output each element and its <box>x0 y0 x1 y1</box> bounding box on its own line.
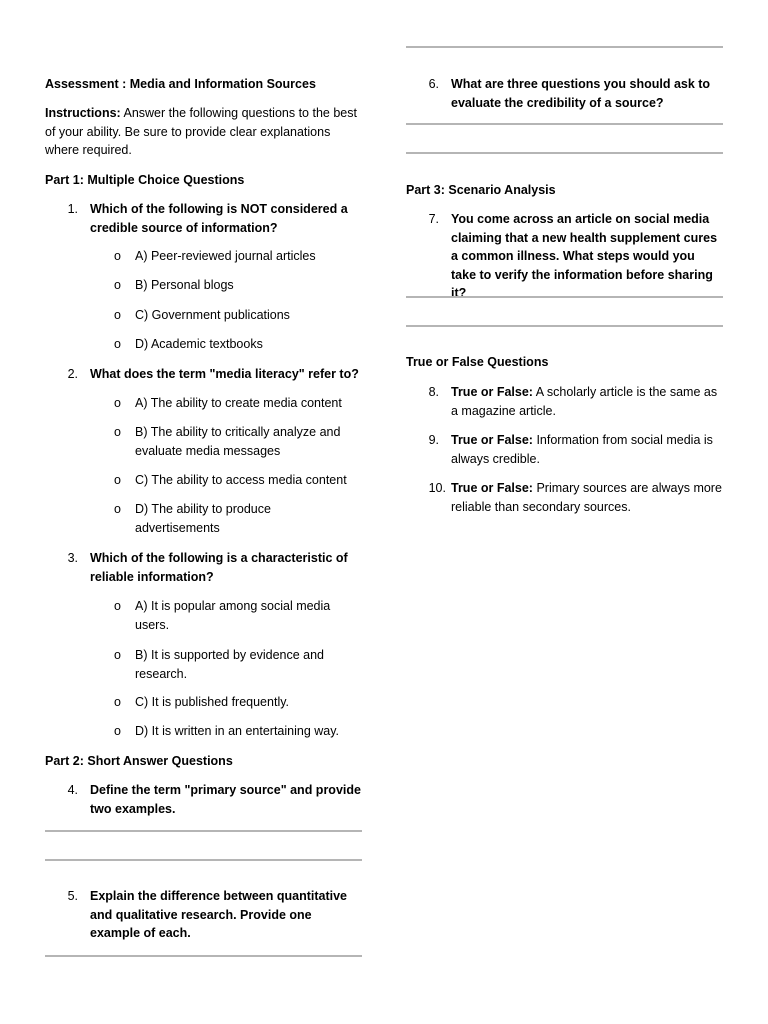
question-text: Which of the following is a characteristic of reliable information? <box>90 551 348 584</box>
answer-line[interactable] <box>45 859 362 861</box>
question-number: 8. <box>428 385 439 399</box>
option-bullet: o <box>114 425 121 439</box>
option-bullet: o <box>114 695 121 709</box>
answer-line[interactable] <box>406 152 723 154</box>
question-number: 1. <box>67 202 78 216</box>
true-false-label: True or False: <box>451 481 533 495</box>
question-number: 10. <box>428 481 446 495</box>
option-text: D) Academic textbooks <box>135 337 263 351</box>
page-title: Assessment : Media and Information Sources <box>45 77 316 91</box>
question-text: Explain the difference between quantitative and qualitative research. Provide one example of each. <box>90 889 348 940</box>
option-text: C) The ability to access media content <box>135 473 347 487</box>
answer-line[interactable] <box>45 830 362 832</box>
question-text: Which of the following is NOT considered a credible source of information? <box>90 202 348 235</box>
option-bullet: o <box>114 724 121 738</box>
statement-text: Primary sources are always more reliable than secondary sources. <box>451 481 722 514</box>
option-bullet: o <box>114 308 121 322</box>
question-number: 6. <box>428 77 439 91</box>
option-text: A) The ability to create media content <box>135 396 342 410</box>
option-bullet: o <box>114 249 121 263</box>
question-text <box>451 383 726 420</box>
option-bullet: o <box>114 337 121 351</box>
question-number: 5. <box>67 889 78 903</box>
question-number: 3. <box>67 551 78 565</box>
option-bullet: o <box>114 278 121 292</box>
question-number: 7. <box>428 212 439 226</box>
part2-heading: Part 2: Short Answer Questions <box>45 754 233 768</box>
option-text: A) It is popular among social media users. <box>135 599 331 632</box>
question-text <box>451 431 726 468</box>
answer-line[interactable] <box>406 325 723 327</box>
instructions <box>45 104 367 160</box>
true-false-label: True or False: <box>451 385 533 399</box>
true-false-heading: True or False Questions <box>406 355 549 369</box>
question-number: 2. <box>67 367 78 381</box>
question-text: You come across an article on social media claiming that a new health supplement cures a common illness. What steps would you take to verify the information before sharing it? <box>451 212 718 300</box>
answer-line[interactable] <box>45 955 362 957</box>
option-bullet: o <box>114 473 121 487</box>
option-text: B) Personal blogs <box>135 278 234 292</box>
option-text: C) Government publications <box>135 308 290 322</box>
instructions-label: Instructions: <box>45 106 121 120</box>
question-number: 4. <box>67 783 78 797</box>
option-text: B) The ability to critically analyze and evaluate media messages <box>135 425 341 458</box>
instructions-text: Answer the following questions to the best of your ability. Be sure to provide clear explanations where required. <box>45 106 357 157</box>
part3-heading: Part 3: Scenario Analysis <box>406 183 556 197</box>
answer-line[interactable] <box>406 46 723 48</box>
option-bullet: o <box>114 599 121 613</box>
option-bullet: o <box>114 648 121 662</box>
true-false-label: True or False: <box>451 433 533 447</box>
option-text: D) The ability to produce advertisements <box>135 502 271 535</box>
option-bullet: o <box>114 502 121 516</box>
part1-heading: Part 1: Multiple Choice Questions <box>45 173 245 187</box>
question-text <box>451 479 726 516</box>
question-text: Define the term "primary source" and provide two examples. <box>90 783 361 816</box>
statement-text: Information from social media is always credible. <box>451 433 713 466</box>
option-text: C) It is published frequently. <box>135 695 290 709</box>
question-text: What does the term "media literacy" refer to? <box>90 367 359 381</box>
question-number: 9. <box>428 433 439 447</box>
answer-line[interactable] <box>406 123 723 125</box>
answer-line[interactable] <box>406 296 723 298</box>
option-text: B) It is supported by evidence and research. <box>135 648 325 681</box>
option-bullet: o <box>114 396 121 410</box>
option-text: A) Peer-reviewed journal articles <box>135 249 316 263</box>
statement-text: A scholarly article is the same as a magazine article. <box>451 385 718 418</box>
question-text: What are three questions you should ask to evaluate the credibility of a source? <box>451 77 711 110</box>
option-text: D) It is written in an entertaining way. <box>135 724 340 738</box>
